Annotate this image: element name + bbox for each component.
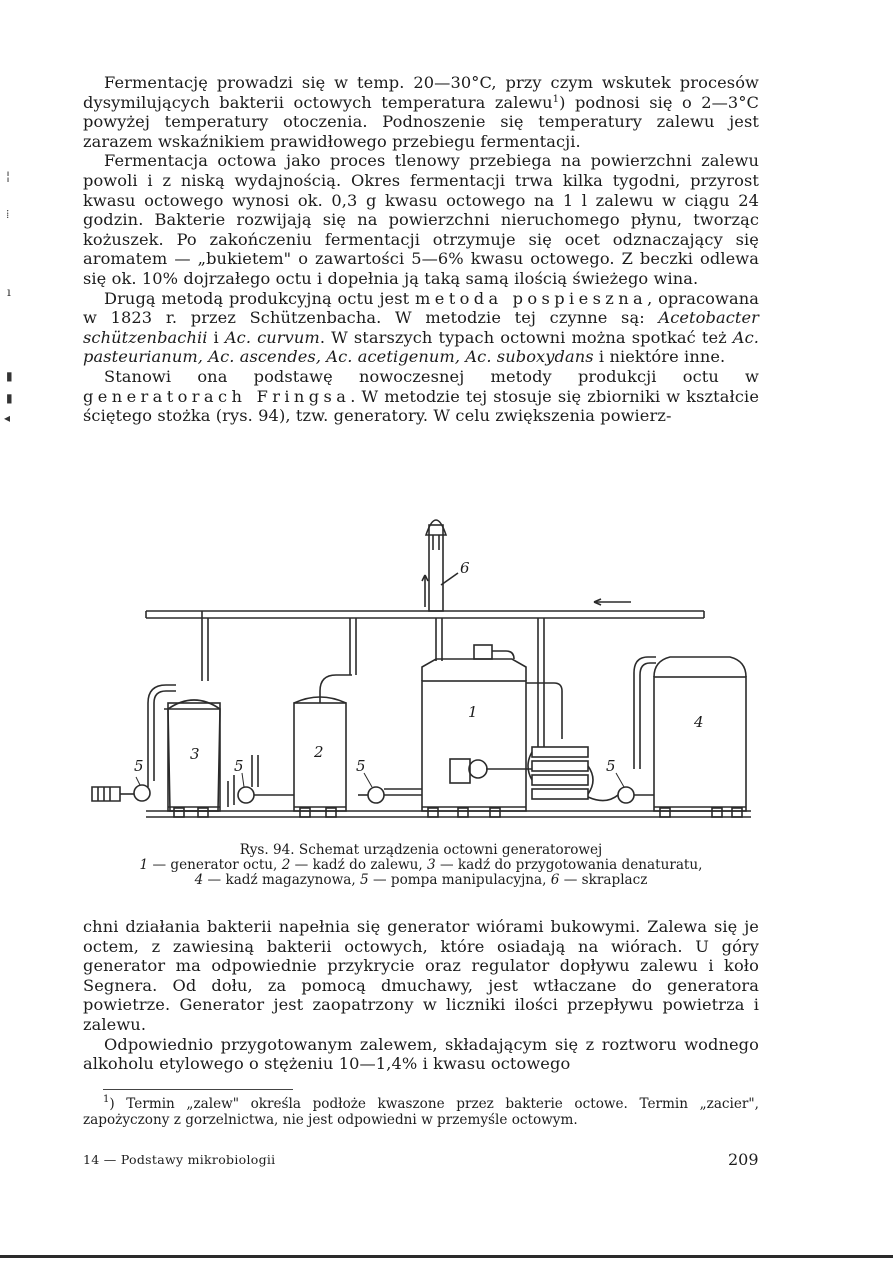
label-1: 1 bbox=[468, 703, 478, 721]
paragraph bbox=[83, 151, 759, 288]
italic-term: Ac. pasteurianum, Ac. ascendes, Ac. acetigenum, Ac. suboxydans bbox=[83, 327, 759, 367]
label-5-b: 5 bbox=[234, 757, 244, 775]
paragraph bbox=[83, 367, 759, 426]
legend-text: — generator octu, bbox=[148, 857, 282, 873]
diagram-svg bbox=[86, 505, 766, 835]
italic-term: Acetobacter schützenbachii bbox=[83, 308, 759, 347]
legend-num: 6 bbox=[550, 872, 560, 888]
italic-term: Ac. curvum bbox=[224, 327, 320, 347]
margin-mark: ¦ bbox=[6, 169, 11, 183]
legend-num: 1 bbox=[139, 857, 149, 873]
text-run: Fermentacja octowa jako proces tlenowy przebiega na powierzchni zalewu powoli i z niską wydajnością. Okres fermentacji trwa kilka tygodni, przyrost kwasu octowego wynosi ok. 0,3 g kwasu octowego na 1 l zalewu w ciągu 24 godzin. Bakterie rozwijają się na powierzchni nieruchomego płynu, tworząc kożuszek. Po zakończeniu fermentacji otrzymuje się ocet odznaczający się aromatem — „bukietem" o zawartości 5—6% kwasu octowego. Z beczki odlewa się ok. 10% dojrzałego octu i dopełnia ją taką samą ilością świeżego wina. bbox=[83, 151, 759, 288]
legend-text: — kadź do przygotowania denaturatu, bbox=[435, 857, 703, 873]
footnote-rule bbox=[103, 1089, 293, 1090]
vat-3 bbox=[148, 685, 220, 817]
footnote-ref: 1 bbox=[552, 93, 560, 105]
caption-title: Rys. 94. Schemat urządzenia octowni generatorowej bbox=[239, 842, 603, 858]
page-number: 209 bbox=[728, 1150, 759, 1169]
legend-text: — kadź magazynowa, bbox=[203, 872, 360, 888]
bottom-text-block bbox=[83, 917, 759, 1074]
vat-4 bbox=[634, 657, 746, 817]
generator-pump bbox=[450, 759, 532, 783]
legend-text: — pompa manipulacyjna, bbox=[368, 872, 551, 888]
footnote-marker: 1 bbox=[103, 1094, 110, 1105]
legend-num: 5 bbox=[359, 872, 369, 888]
caption-legend-line-1 bbox=[83, 858, 759, 873]
margin-mark: ▮ bbox=[6, 391, 13, 405]
label-2: 2 bbox=[314, 743, 324, 761]
caption-legend-line-2 bbox=[83, 873, 759, 888]
text-run: ) podnosi się o 2—3°C powyżej temperatury otoczenia. Podnoszenie się temperatury zalewu jest zarazem wskaźnikiem prawidłowego przebiegu fermentacji. bbox=[83, 92, 760, 151]
paragraph bbox=[83, 917, 759, 1035]
scan-edge bbox=[0, 1255, 893, 1258]
top-text-block bbox=[83, 73, 759, 426]
vinegar-plant-diagram bbox=[86, 505, 766, 835]
paragraph bbox=[83, 73, 759, 151]
paragraph bbox=[83, 1035, 759, 1074]
footnote bbox=[83, 1096, 759, 1128]
text-run: chni działania bakterii napełnia się generator wiórami bukowymi. Zalewa się je octem, z zawiesiną bakterii octowych, które osiadają na wiórach. U góry generator ma odpowiednie przykrycie oraz regulator dopływu zalewu i koło Segnera. Od dołu, za pomocą dmuchawy, jest wtłaczane do generatora powietrze. Generator jest zaopatrzony w liczniki ilości przepływu powietrza i zalewu. bbox=[83, 917, 759, 1034]
text-run: i niektóre inne. bbox=[593, 347, 726, 367]
label-5-a: 5 bbox=[134, 757, 144, 775]
footer-signature: 14 — Podstawy mikrobiologii bbox=[83, 1152, 276, 1167]
legend-num: 2 bbox=[281, 857, 291, 873]
margin-mark: ▮ bbox=[6, 369, 13, 383]
legend-num: 3 bbox=[427, 857, 436, 873]
text-run: , opracowana w 1823 r. przez Schützenbacha. W metodzie tej czynne są: bbox=[83, 288, 759, 328]
paragraph bbox=[83, 289, 759, 367]
label-4: 4 bbox=[694, 713, 704, 731]
text-run: Fermentację prowadzi się w temp. 20—30°C, przy czym wskutek procesów dysymilujących bakterii octowych temperatura zalewu bbox=[83, 73, 759, 112]
spaced-term: generatorach Fringsa bbox=[83, 386, 351, 406]
text-run: . W metodzie tej stosuje się zbiorniki w kształcie ściętego stożka (rys. 94), tzw. generatory. W celu zwiększenia powierz- bbox=[83, 386, 759, 426]
spaced-term: metoda pospieszna bbox=[415, 288, 648, 308]
margin-mark: ◂ bbox=[4, 411, 11, 425]
margin-mark: ı bbox=[7, 285, 11, 299]
label-6: 6 bbox=[460, 559, 470, 577]
text-run: Stanowi ona podstawę nowoczesnej metody produkcji octu w bbox=[104, 366, 759, 386]
text-run: i bbox=[207, 327, 225, 347]
text-run: Drugą metodą produkcyjną octu jest bbox=[104, 288, 415, 308]
condenser-6 bbox=[422, 520, 458, 611]
legend-text: — skraplacz bbox=[559, 872, 648, 888]
heat-exchanger bbox=[526, 618, 593, 799]
margin-mark: ⁞ bbox=[6, 207, 10, 221]
label-5-d: 5 bbox=[606, 757, 616, 775]
text-run: . W starszych typach octowni można spotkać też bbox=[319, 327, 733, 347]
label-3: 3 bbox=[190, 745, 200, 763]
figure-caption bbox=[83, 843, 759, 888]
text-run: Odpowiednio przygotowanym zalewem, składającym się z roztworu wodnego alkoholu etylowego o stężeniu 10—1,4% i kwasu octowego bbox=[83, 1034, 759, 1074]
legend-text: — kadź do zalewu, bbox=[290, 857, 428, 873]
legend-num: 4 bbox=[194, 872, 204, 888]
footnote-text: ) Termin „zalew" określa podłoże kwaszone przez bakterie octowe. Termin „zacier", zapożyczony z gorzelnictwa, nie jest odpowiedni w przemyśle octowym. bbox=[83, 1096, 759, 1128]
label-5-c: 5 bbox=[356, 757, 366, 775]
